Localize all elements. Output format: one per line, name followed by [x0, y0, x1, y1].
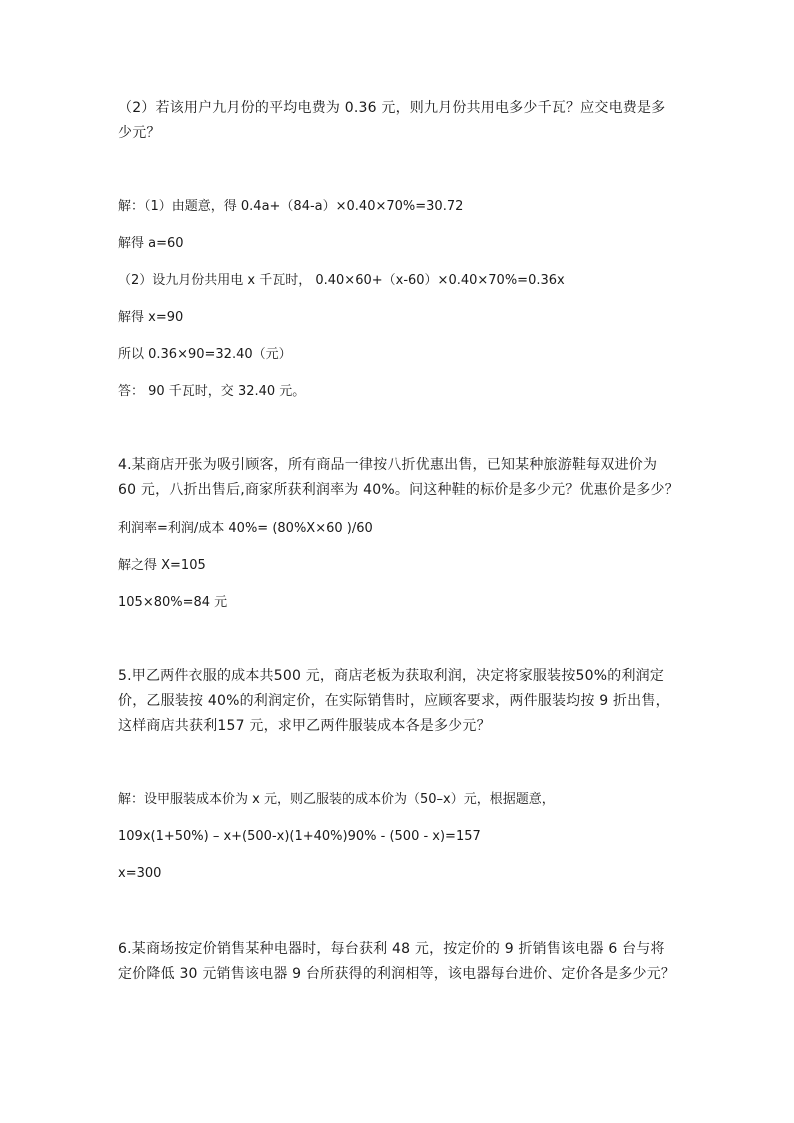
q3-solution-line1: 解：（1）由题意，得 0.4a+（84-a）×0.40×70%=30.72 — [118, 199, 464, 214]
q3-solution-line5: 所以 0.36×90=32.40（元） — [118, 347, 292, 362]
q6-line2: 定价降低 30 元销售该电器 9 台所获得的利润相等，该电器每台进价、定价各是多少元？ — [118, 966, 676, 982]
q4-solution-line1: 利润率=利润/成本 40%= (80%X×60 )/60 — [118, 521, 373, 536]
q3-answer: 答： 90 千瓦时，交 32.40 元。 — [118, 384, 306, 399]
q5-solution-line3: x=300 — [118, 866, 162, 881]
q5-line2: 价，乙服装按 40%的利润定价，在实际销售时，应顾客要求，两件服装均按 9 折出售， — [118, 693, 670, 709]
q3-solution-line4: 解得 x=90 — [118, 310, 184, 325]
q3-solution-line2: 解得 a=60 — [118, 236, 184, 251]
q6-line1: 6.某商场按定价销售某种电器时，每台获利 48 元，按定价的 9 折销售该电器 6 台与将 — [118, 941, 665, 957]
q5-line1: 5.甲乙两件衣服的成本共500 元，商店老板为获取利润，决定将家服装按50%的利润定 — [118, 668, 665, 684]
q4-line2: 60 元，八折出售后,商家所获利润率为 40%。问这种鞋的标价是多少元？优惠价是多少？ — [118, 482, 679, 498]
q5-solution-line1: 解：设甲服装成本价为 x 元，则乙服装的成本价为（50–x）元，根据题意， — [118, 792, 555, 807]
q4-solution-line3: 105×80%=84 元 — [118, 595, 228, 610]
q5-solution-line2: 109x(1+50%) – x+(500-x)(1+40%)90% - (500 - x)=157 — [118, 829, 481, 844]
q4-line1: 4.某商店开张为吸引顾客，所有商品一律按八折优惠出售，已知某种旅游鞋每双进价为 — [118, 457, 658, 473]
q3-solution-line3: （2）设九月份共用电 x 千瓦时， 0.40×60+（x-60）×0.40×70%=0.36x — [118, 273, 565, 288]
q3-part2-line1: （2）若该用户九月份的平均电费为 0.36 元，则九月份共用电多少千瓦？应交电费是多 — [118, 100, 666, 116]
q3-part2-line2: 少元？ — [118, 125, 161, 141]
q5-line3: 这样商店共获利157 元，求甲乙两件服装成本各是多少元？ — [118, 718, 491, 734]
q4-solution-line2: 解之得 X=105 — [118, 558, 206, 573]
